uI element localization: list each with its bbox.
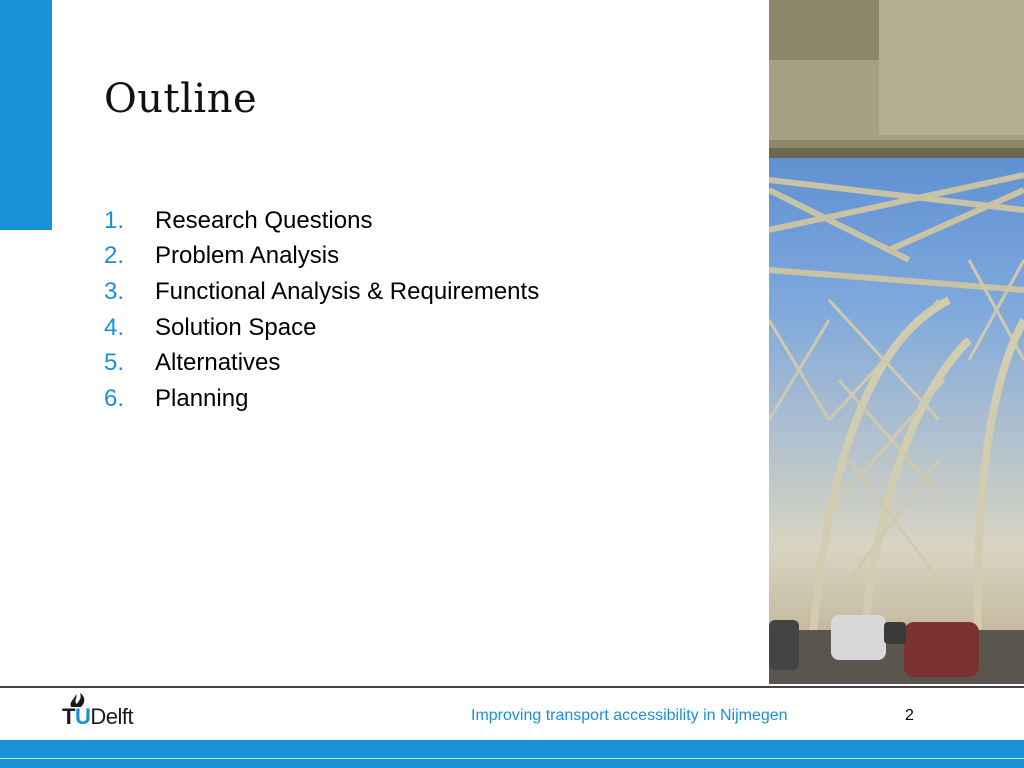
list-item bbox=[104, 381, 539, 417]
item-label: Problem Analysis bbox=[155, 242, 340, 270]
item-number: 3. bbox=[104, 277, 125, 305]
bridge-photo bbox=[769, 0, 1024, 684]
logo-u: U bbox=[74, 704, 91, 729]
item-label: Alternatives bbox=[155, 349, 281, 377]
item-number: 5. bbox=[104, 349, 125, 377]
item-number: 2. bbox=[104, 242, 125, 270]
logo-delft: Delft bbox=[90, 704, 134, 729]
item-label: Planning bbox=[155, 384, 249, 412]
footer-bar bbox=[0, 740, 1024, 768]
item-label: Research Questions bbox=[155, 206, 373, 234]
logo-t: T bbox=[62, 704, 75, 729]
footer-caption: Improving transport accessibility in Nijmegen bbox=[471, 707, 788, 724]
list-item bbox=[104, 274, 539, 310]
page-number: 2 bbox=[905, 707, 914, 724]
item-label: Functional Analysis & Requirements bbox=[155, 277, 540, 305]
list-item bbox=[104, 203, 539, 239]
logo-tu bbox=[62, 704, 90, 729]
list-item bbox=[104, 310, 539, 346]
item-number: 1. bbox=[104, 206, 125, 234]
slide-title: Outline bbox=[104, 76, 258, 122]
list-item bbox=[104, 345, 539, 381]
accent-bar bbox=[0, 0, 52, 230]
item-number: 4. bbox=[104, 313, 125, 341]
list-item bbox=[104, 239, 539, 275]
tu-delft-logo bbox=[62, 690, 172, 736]
item-number: 6. bbox=[104, 384, 125, 412]
item-label: Solution Space bbox=[155, 313, 317, 341]
outline-list bbox=[104, 203, 539, 417]
footer-divider bbox=[0, 686, 1024, 688]
